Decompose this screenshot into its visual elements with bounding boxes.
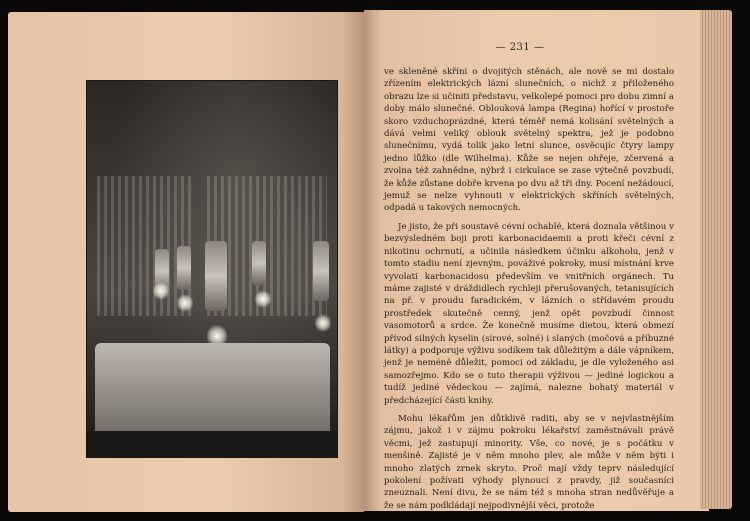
body-text <box>384 66 674 512</box>
lamp-glow <box>315 313 331 333</box>
lamp-glow <box>177 293 193 313</box>
lamp <box>177 246 191 290</box>
lamp <box>313 241 329 301</box>
paragraph: ve skleněné skříni o dvojitých stěnách, ale nově se mi dostalo zřízením elektrických lázní slunečních, o nichž z přiloženého obrazu lze si učiniti představu, velkolepé pomoci pro dobu zimní a doby málo slunečné. Oblouková lampa (Regina) hořící v prostoře skoro vzduchoprázdné, která téměř nemá kolisání světelných a dává velmi veliký oblouk světelný spektra, jež je podobno slunečnímu, vydá tolik jako letní slunce, osvěcujíc čtyry lampy jedno lůžko (dle Wilhelma). Kůže se nejen ohřeje, zčervená a zvolna též zahnědne, nýbrž i cirkulace se zase výtečně povzbudí, že kůže zůstane dobře krvena po dvu až tři dny. Pocení nežádoucí, jemuž se nelze vyhnouti v elektrických skříních světelných, odpadá u takových nemocných. <box>384 67 674 214</box>
lamp-glow <box>255 289 271 309</box>
paragraph: Je jisto, že při soustavě cévní ochablé, která doznala většinou v bezvýsledném boji proti karbonacidaemii a proti křeči cévní z nikotinu ochrnutí, a učinila následkem účinku alkoholu, jenž v tomto stadiu není zjevným, pováživé pokroky, musí místnání krve vyvolati karbonacidosu především ve vnitřních orgánech. Tu máme zajisté v dráždidlech rychleji přerušovaných, tetanisujících na př. v proudu faradickém, v lázních o střídavém proudu prostředek skutečně cenný, jenž opět povzbudí činnost vasomotorů a srdce. Že konečně musíme dietou, která obmezí přívod silných kyselin (sírové, solné) i slaných (močová a příbuzné látky) a podporuje výživu sodíkem tak důležitým a dále vápníkem, jenž je neméně důležit, pomoci od základu, je dle vyloženého asi samozřejmo. Kdo se o tuto therapii výživou — jediné logickou a tudíž jediné vědeckou — zajímá, nalezne bohatý materiál v předcházející části knihy. <box>384 221 674 406</box>
paragraph: Mohu lékařům jen důtklivě raditi, aby se v nejvlastnějším zájmu, jakož i v zájmu pokroku lékařství zaměstnávali právě věcmi, jež zastupují minority. Vše, co nové, je s počátku v menšině. Zajisté je v něm mnoho plev, ale může v něm býti i mnoho zlatých zrnek skryto. Proč mají vždy teprv následující pokolení požívati výhody plynoucí z pravdy, již současníci zneuznali. Není divu, že se nám též s mnoha stran nedůvěřuje a že se nám podkládají nejpodivnější věci, protože <box>384 413 674 511</box>
page-number: — 231 — <box>495 42 545 53</box>
lamp <box>252 241 266 285</box>
lamp <box>205 241 227 311</box>
bed <box>95 343 330 438</box>
lamp-glow <box>153 281 169 301</box>
floor <box>87 431 337 457</box>
page-edges <box>700 10 732 509</box>
photograph-electric-light-bath <box>86 80 338 458</box>
